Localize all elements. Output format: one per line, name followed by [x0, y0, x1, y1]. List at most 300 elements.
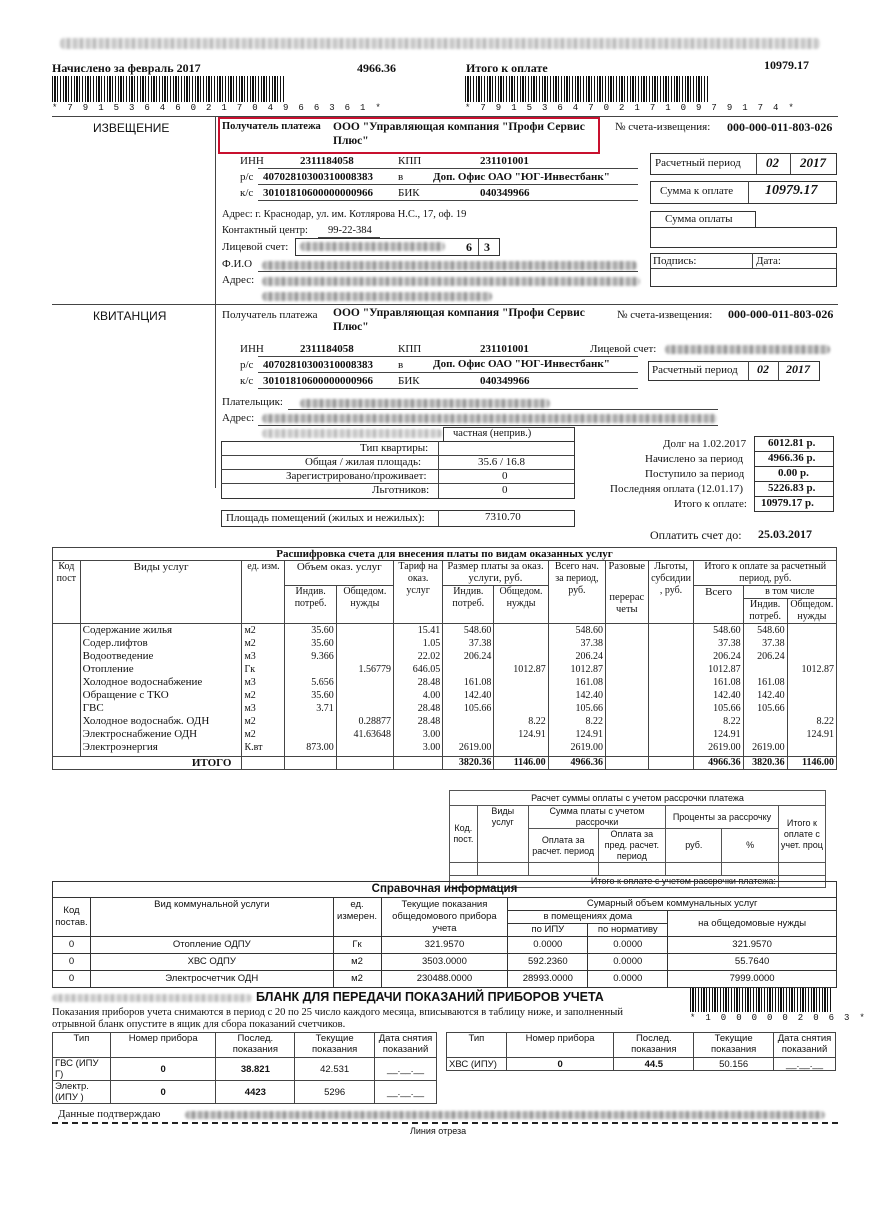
- reference-cell-code: 0: [53, 954, 91, 971]
- totals-pc: 1146.00: [494, 757, 548, 770]
- service-cell-unit: м3: [242, 650, 285, 663]
- service-cell-total: 206.24: [694, 650, 743, 663]
- service-cell-unit: Гк: [242, 663, 285, 676]
- service-cell-total: 2619.00: [694, 741, 743, 754]
- service-cell-vi: 5.656: [285, 676, 336, 689]
- service-cell-charged: 8.22: [548, 715, 605, 728]
- total-label: Итого к оплате: [466, 61, 548, 75]
- inst-h-code: Код. пост.: [450, 806, 478, 863]
- reference-cell-norm: 0.0000: [588, 971, 668, 988]
- apt-type-value: частная (неприв.): [453, 428, 532, 439]
- notice-ks-label: к/с: [240, 187, 254, 199]
- meter-right-table: [446, 1032, 836, 1071]
- apt-type-label: Тип квартиры:: [360, 442, 429, 454]
- reference-cell-unit: м2: [333, 971, 381, 988]
- h-service: Виды услуг: [80, 561, 242, 624]
- service-cell-vi: 873.00: [285, 741, 336, 754]
- notice-period-sep2: [790, 153, 791, 174]
- meter-confirm: Данные подтверждаю: [58, 1108, 161, 1120]
- service-row: [53, 663, 837, 676]
- ref-h-ipu: по ИПУ: [508, 924, 588, 937]
- service-cell-vc: [336, 624, 393, 638]
- ml-h-last: Послед. показания: [216, 1033, 295, 1058]
- service-cell-pc: [494, 702, 548, 715]
- receipt-inn-underline: [258, 356, 638, 357]
- inst-h-service: Виды услуг: [477, 806, 528, 863]
- service-cell-benefits: [648, 741, 694, 754]
- notice-address: Адрес: г. Краснодар, ул. им. Котлярова Н.С., 17, оф. 19: [222, 209, 467, 220]
- service-cell-vi: [285, 715, 336, 728]
- notice-signature-label: Подпись:: [653, 255, 697, 267]
- ref-h-service: Вид коммунальной услуги: [90, 898, 333, 937]
- reference-cell-service: Электросчетчик ОДН: [90, 971, 333, 988]
- reference-cell-unit: м2: [333, 954, 381, 971]
- totals-tariff: [394, 757, 443, 770]
- reference-cell-reading: 321.9570: [381, 937, 508, 954]
- service-cell-charged: 2619.00: [548, 741, 605, 754]
- meter-cell-type: ХВС (ИПУ): [447, 1058, 507, 1071]
- service-cell-vc: [336, 637, 393, 650]
- meter-text-1: Показания приборов учета снимаются в период с 20 по 25 число каждого месяца, вписываются в таблицу ниже, и заполненный: [52, 1007, 623, 1018]
- received-label: Поступило за период: [645, 468, 745, 480]
- service-cell-pi: 206.24: [443, 650, 494, 663]
- last-payment-value: 5226.83 р.: [768, 482, 816, 494]
- notice-ks-underline: [258, 200, 638, 201]
- redacted-confirm: [185, 1111, 825, 1119]
- services-section: [52, 547, 837, 770]
- totals-vc: [336, 757, 393, 770]
- totals-pi: 3820.36: [443, 757, 494, 770]
- mr-h-type: Тип: [447, 1033, 507, 1058]
- service-cell-pi: 37.38: [443, 637, 494, 650]
- service-cell-tc: 8.22: [787, 715, 836, 728]
- service-cell-unit: м2: [242, 689, 285, 702]
- h-total-block: Итого к оплате за расчетный период, руб.: [694, 561, 837, 586]
- totals-oneoff: [606, 757, 649, 770]
- service-cell-pi: 548.60: [443, 624, 494, 638]
- service-cell-ti: [743, 715, 787, 728]
- meter-cell-current[interactable]: 50.156: [694, 1058, 774, 1071]
- notice-kpp: 231101001: [480, 155, 529, 167]
- meter-cell-type: ГВС (ИПУ Г): [53, 1058, 111, 1081]
- reference-row: [53, 971, 837, 988]
- benefits-label: Льготников:: [372, 484, 430, 496]
- meter-cell-current[interactable]: 5296: [295, 1081, 375, 1104]
- service-cell-tc: [787, 689, 836, 702]
- notice-kpp-label: КПП: [398, 155, 422, 167]
- service-cell-charged: 124.91: [548, 728, 605, 741]
- inst-h-total: Итого к оплате с учет. проц: [778, 806, 825, 863]
- service-cell-oneoff: [606, 702, 649, 715]
- receipt-title: КВИТАНЦИЯ: [93, 309, 167, 323]
- service-cell-code: [53, 624, 81, 638]
- meter-left-section: [52, 1032, 437, 1104]
- notice-rs: 40702810300310008383: [263, 171, 373, 183]
- service-cell-tariff: 15.41: [394, 624, 443, 638]
- receipt-period-label: Расчетный период: [652, 364, 738, 376]
- notice-title: ИЗВЕЩЕНИЕ: [93, 121, 170, 135]
- totals-total: 4966.36: [694, 757, 743, 770]
- service-cell-ti: 37.38: [743, 637, 787, 650]
- receipt-recipient-label: Получатель платежа: [222, 309, 318, 321]
- inst-h-sum: Сумма платы с учетом рассрочки: [528, 806, 665, 829]
- h-incl: в том числе: [743, 586, 836, 599]
- service-cell-vc: [336, 650, 393, 663]
- service-cell-ti: [743, 728, 787, 741]
- service-cell-unit: м3: [242, 676, 285, 689]
- meter-cell-current[interactable]: 42.531: [295, 1058, 375, 1081]
- h-volume: Объем оказ. услуг: [285, 561, 394, 586]
- receipt-bik: 040349966: [480, 375, 530, 387]
- service-cell-total: 548.60: [694, 624, 743, 638]
- service-cell-pi: 2619.00: [443, 741, 494, 754]
- service-cell-name: Содер.лифтов: [80, 637, 242, 650]
- h-vol-common: Общедом. нужды: [336, 586, 393, 624]
- meter-cell-date[interactable]: __.__.__: [375, 1081, 437, 1104]
- h-benefits: Льготы, субсидии , руб.: [648, 561, 694, 624]
- service-cell-name: Холодное водоснабж. ОДН: [80, 715, 242, 728]
- notice-contact: 99-22-384: [328, 225, 372, 236]
- premises-sep: [438, 510, 439, 526]
- service-cell-tariff: 22.02: [394, 650, 443, 663]
- service-cell-name: Водоотведение: [80, 650, 242, 663]
- ref-h-common: на общедомовые нужды: [668, 911, 837, 937]
- service-cell-total: 8.22: [694, 715, 743, 728]
- reference-cell-unit: Гк: [333, 937, 381, 954]
- service-cell-benefits: [648, 637, 694, 650]
- service-cell-pc: [494, 741, 548, 754]
- service-cell-name: Электроэнергия: [80, 741, 242, 754]
- reference-section: [52, 881, 837, 988]
- h-recalc: перерас четы: [606, 586, 649, 624]
- accrued-label: Начислено за февраль 2017: [52, 61, 201, 75]
- service-cell-vc: [336, 741, 393, 754]
- notice-bank: Доп. Офис ОАО "ЮГ-Инвестбанк": [433, 171, 610, 183]
- receipt-addr-label: Адрес:: [222, 412, 255, 424]
- service-cell-tc: 124.91: [787, 728, 836, 741]
- due-label: Оплатить счет до:: [650, 528, 742, 542]
- service-cell-tariff: 646.05: [394, 663, 443, 676]
- notice-paid-label: Сумма оплаты: [665, 213, 733, 225]
- h-code: Код пост: [53, 561, 81, 624]
- inst-h-pct: %: [722, 829, 778, 863]
- service-cell-charged: 1012.87: [548, 663, 605, 676]
- service-cell-vi: 9.366: [285, 650, 336, 663]
- notice-account-label: № счета-извещения:: [615, 121, 711, 133]
- service-cell-vi: 35.60: [285, 624, 336, 638]
- notice-period-month: 02: [766, 155, 779, 170]
- service-cell-benefits: [648, 728, 694, 741]
- reference-title: Справочная информация: [53, 882, 837, 898]
- service-cell-name: Отопление: [80, 663, 242, 676]
- service-cell-vi: 35.60: [285, 637, 336, 650]
- premises-value: 7310.70: [485, 511, 521, 523]
- notice-personal-label: Лицевой счет:: [222, 241, 289, 253]
- service-row: [53, 702, 837, 715]
- service-cell-pc: [494, 624, 548, 638]
- totals-unit: [242, 757, 285, 770]
- receipt-recipient-line1: ООО "Управляющая компания "Профи Сервис: [333, 307, 585, 319]
- totals-benefits: [648, 757, 694, 770]
- service-cell-tc: [787, 702, 836, 715]
- receipt-inn-label: ИНН: [240, 343, 264, 355]
- service-cell-pc: 1012.87: [494, 663, 548, 676]
- notice-recipient-line2: Плюс": [333, 135, 369, 147]
- service-cell-name: ГВС: [80, 702, 242, 715]
- cut-line-label: Линия отреза: [410, 1126, 467, 1136]
- service-cell-pc: [494, 637, 548, 650]
- service-cell-total: 105.66: [694, 702, 743, 715]
- service-cell-pc: 8.22: [494, 715, 548, 728]
- meter-cell-date[interactable]: __.__.__: [774, 1058, 836, 1071]
- inst-h-rub: руб.: [666, 829, 722, 863]
- meter-cell-type: Электр.(ИПУ ): [53, 1081, 111, 1104]
- meter-cell-last: 4423: [216, 1081, 295, 1104]
- service-cell-vc: [336, 676, 393, 689]
- service-cell-pc: [494, 676, 548, 689]
- service-cell-ti: 142.40: [743, 689, 787, 702]
- receipt-period-sep2: [778, 361, 779, 380]
- service-cell-oneoff: [606, 650, 649, 663]
- ref-h-volume: Сумарный объем коммунальных услуг: [508, 898, 837, 911]
- service-cell-tariff: 28.48: [394, 702, 443, 715]
- receipt-personal-label: Лицевой счет:: [590, 343, 657, 355]
- service-cell-charged: 206.24: [548, 650, 605, 663]
- service-cell-pc: 124.91: [494, 728, 548, 741]
- redacted-address-2: [262, 292, 492, 301]
- mr-h-last: Послед. показания: [614, 1033, 694, 1058]
- h-pay-common: Общедом. нужды: [494, 586, 548, 624]
- service-cell-vc: 0.28877: [336, 715, 393, 728]
- meter-barcode-digits: * 1 0 0 0 0 0 2 0 6 3 *: [690, 1013, 868, 1023]
- service-cell-code: [53, 741, 81, 754]
- installment-section: [449, 790, 826, 888]
- receipt-period-sep: [748, 361, 749, 380]
- service-cell-unit: м2: [242, 624, 285, 638]
- service-cell-code: [53, 702, 81, 715]
- totals-label: ИТОГО: [53, 757, 242, 770]
- installment-table: [449, 790, 826, 888]
- service-cell-tc: [787, 637, 836, 650]
- service-cell-tc: 1012.87: [787, 663, 836, 676]
- h-pay-ind: Индив. потреб.: [443, 586, 494, 624]
- service-cell-charged: 548.60: [548, 624, 605, 638]
- service-cell-benefits: [648, 663, 694, 676]
- notice-inn: 2311184058: [300, 155, 354, 167]
- service-row: [53, 728, 837, 741]
- total-value: 10979.17: [764, 58, 809, 72]
- receipt-kpp-label: КПП: [398, 343, 422, 355]
- service-cell-oneoff: [606, 715, 649, 728]
- notice-divider: [215, 116, 216, 488]
- service-cell-benefits: [648, 624, 694, 638]
- service-cell-tc: [787, 676, 836, 689]
- registered-label: Зарегистрировано/проживает:: [286, 470, 427, 482]
- reference-cell-service: Отопление ОДПУ: [90, 937, 333, 954]
- service-cell-vi: [285, 663, 336, 676]
- notice-period-label: Расчетный период: [655, 157, 741, 169]
- receipt-bik-label: БИК: [398, 375, 420, 387]
- service-cell-vi: [285, 728, 336, 741]
- accrued-value: 4966.36: [357, 61, 396, 75]
- meter-cell-last: 38.821: [216, 1058, 295, 1081]
- services-table: [52, 547, 837, 770]
- service-cell-vc: 41.63648: [336, 728, 393, 741]
- service-cell-vc: [336, 702, 393, 715]
- reference-body: [53, 937, 837, 988]
- reference-cell-common: 7999.0000: [668, 971, 837, 988]
- reference-cell-service: ХВС ОДПУ: [90, 954, 333, 971]
- service-cell-tariff: 3.00: [394, 741, 443, 754]
- service-cell-name: Содержание жилья: [80, 624, 242, 638]
- reference-table: [52, 881, 837, 988]
- service-cell-unit: м2: [242, 728, 285, 741]
- h-charged: Всего нач. за период, руб.: [548, 561, 605, 624]
- h-total-all: Всего: [694, 586, 743, 624]
- meter-cell-date[interactable]: __.__.__: [375, 1058, 437, 1081]
- ref-h-norm: по нормативу: [588, 924, 668, 937]
- service-cell-unit: К.вт: [242, 741, 285, 754]
- reference-cell-code: 0: [53, 971, 91, 988]
- notice-paid-input[interactable]: [650, 227, 837, 248]
- mr-h-date: Дата снятия показаний: [774, 1033, 836, 1058]
- receipt-top-line: [52, 304, 838, 305]
- notice-personal-digit-1: 6: [466, 240, 472, 254]
- service-cell-ti: 2619.00: [743, 741, 787, 754]
- reference-cell-reading: 3503.0000: [381, 954, 508, 971]
- totals-vi: [285, 757, 336, 770]
- meter-cell-number: 0: [506, 1058, 614, 1071]
- service-cell-tariff: 4.00: [394, 689, 443, 702]
- service-cell-tc: [787, 650, 836, 663]
- meter-cell-number: 0: [110, 1058, 216, 1081]
- inst-h-previous: Оплата за пред. расчет. период: [598, 829, 666, 863]
- h-unit: ед. изм.: [242, 561, 285, 624]
- due-value: 25.03.2017: [758, 527, 812, 541]
- notice-fio-underline: [258, 271, 638, 272]
- service-cell-oneoff: [606, 663, 649, 676]
- service-cell-total: 1012.87: [694, 663, 743, 676]
- service-cell-pi: 142.40: [443, 689, 494, 702]
- receipt-account-label: № счета-извещения:: [617, 309, 713, 321]
- h-tot-common: Общедом. нужды: [787, 599, 836, 624]
- mr-h-current: Текущие показания: [694, 1033, 774, 1058]
- totals-charged: 4966.36: [548, 757, 605, 770]
- service-cell-pi: 105.66: [443, 702, 494, 715]
- receipt-in-label: в: [398, 359, 404, 371]
- redacted-payer: [300, 399, 550, 408]
- service-cell-tc: [787, 741, 836, 754]
- service-cell-charged: 105.66: [548, 702, 605, 715]
- service-cell-ti: [743, 663, 787, 676]
- reference-row: [53, 937, 837, 954]
- redacted-header: [60, 38, 820, 49]
- notice-rs-underline: [258, 184, 638, 185]
- reference-cell-norm: 0.0000: [588, 937, 668, 954]
- meter-text-2: отрывной бланк опустите в ящик для сбора показаний счетчиков.: [52, 1019, 346, 1030]
- receipt-payer-label: Плательщик:: [222, 396, 283, 408]
- inst-h-current: Оплата за расчет. период: [528, 829, 598, 863]
- service-row: [53, 624, 837, 638]
- service-cell-oneoff: [606, 728, 649, 741]
- redacted-personal-account: [300, 242, 445, 251]
- service-cell-tc: [787, 624, 836, 638]
- service-cell-benefits: [648, 650, 694, 663]
- barcode-left-digits: * 7 9 1 5 3 6 4 6 0 2 1 7 0 4 9 6 6 3 6 1 *: [52, 103, 384, 113]
- redacted-receipt-personal: [665, 345, 830, 354]
- receipt-account-no: 000-000-011-803-026: [728, 307, 834, 321]
- service-cell-ti: 105.66: [743, 702, 787, 715]
- meter-cell-last: 44.5: [614, 1058, 694, 1071]
- notice-inn-underline: [258, 168, 638, 169]
- premises-label: Площадь помещений (жилых и нежилых):: [226, 512, 425, 524]
- notice-inn-label: ИНН: [240, 155, 264, 167]
- redacted-meter-header: [52, 994, 252, 1002]
- service-cell-name: Обращение с ТКО: [80, 689, 242, 702]
- service-cell-charged: 161.08: [548, 676, 605, 689]
- notice-fio-label: Ф.И.О: [222, 258, 253, 270]
- service-cell-oneoff: [606, 676, 649, 689]
- services-body: [53, 624, 837, 757]
- service-cell-benefits: [648, 676, 694, 689]
- receipt-rs-label: р/с: [240, 359, 254, 371]
- notice-in-label: в: [398, 171, 404, 183]
- meter-cell-number: 0: [110, 1081, 216, 1104]
- service-cell-pc: [494, 650, 548, 663]
- h-tariff: Тариф на оказ. услуг: [394, 561, 443, 624]
- h-vol-ind: Индив. потреб.: [285, 586, 336, 624]
- meter-row: [53, 1081, 437, 1104]
- meter-right-body: [447, 1058, 836, 1071]
- notice-period-sep: [756, 153, 757, 174]
- receipt-ks-label: к/с: [240, 375, 254, 387]
- totals-tc: 1146.00: [787, 757, 836, 770]
- ref-h-unit: ед. измерен.: [333, 898, 381, 937]
- service-row: [53, 715, 837, 728]
- service-cell-total: 37.38: [694, 637, 743, 650]
- receipt-total-label: Итого к оплате:: [674, 498, 747, 510]
- service-cell-name: Холодное водоснабжение: [80, 676, 242, 689]
- meter-left-table: [52, 1032, 437, 1104]
- receipt-addr-underline: [258, 425, 718, 426]
- notice-contact-label: Контактный центр:: [222, 225, 308, 236]
- totals-ti: 3820.36: [743, 757, 787, 770]
- meter-barcode: [690, 988, 833, 1012]
- reference-cell-norm: 0.0000: [588, 954, 668, 971]
- service-cell-code: [53, 650, 81, 663]
- reference-cell-ipu: 28993.0000: [508, 971, 588, 988]
- notice-personal-digit-2: 3: [484, 240, 490, 254]
- service-cell-charged: 142.40: [548, 689, 605, 702]
- service-cell-tariff: 1.05: [394, 637, 443, 650]
- meter-row: [447, 1058, 836, 1071]
- area-label: Общая / жилая площадь:: [305, 456, 422, 468]
- redacted-address: [262, 277, 640, 286]
- service-cell-benefits: [648, 702, 694, 715]
- notice-date-label: Дата:: [756, 255, 781, 267]
- receipt-total-value: 10979.17 р.: [761, 497, 814, 509]
- meter-left-body: [53, 1058, 437, 1104]
- service-row: [53, 676, 837, 689]
- benefits-value: 0: [502, 484, 508, 496]
- service-cell-code: [53, 676, 81, 689]
- receipt-period-year: 2017: [786, 362, 810, 376]
- barcode-right: [465, 76, 708, 102]
- notice-sum-label: Сумма к оплате: [660, 185, 734, 197]
- received-value: 0.00 р.: [778, 467, 809, 479]
- service-cell-oneoff: [606, 624, 649, 638]
- notice-sum-value: 10979.17: [765, 183, 818, 198]
